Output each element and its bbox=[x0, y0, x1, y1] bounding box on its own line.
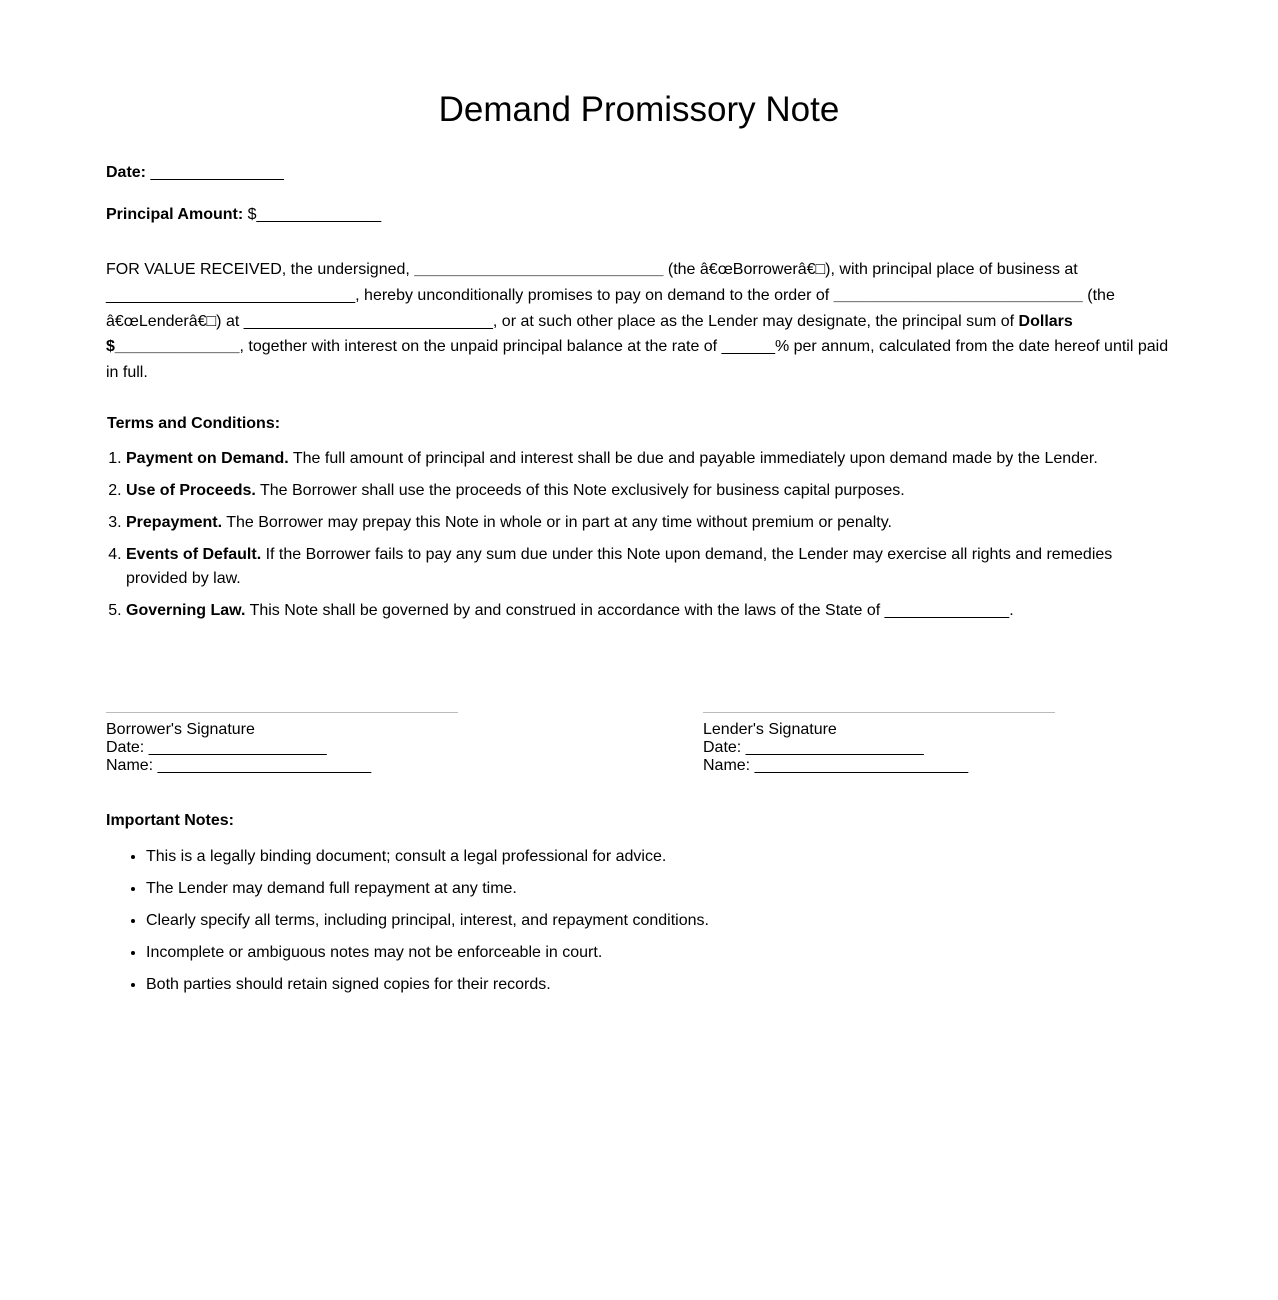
borrower-signature-label: Borrower's Signature bbox=[106, 721, 255, 738]
intro-text-1: FOR VALUE RECEIVED, the undersigned, bbox=[106, 261, 415, 278]
borrower-name-blank: ____________________________ bbox=[414, 261, 664, 278]
note-item: • The Lender may demand full repayment at any time. bbox=[146, 877, 946, 901]
term-text: This Note shall be governed by and construed in accordance with the laws of the State of ______________. bbox=[245, 602, 1014, 619]
intro-text-6: , together with interest on the unpaid principal balance at the rate of ______% per annum, calculated from the date hereof until paid in full. bbox=[106, 338, 1169, 382]
notes-list bbox=[106, 845, 946, 1005]
term-title: Payment on Demand. bbox=[126, 450, 289, 467]
term-text: The Borrower shall use the proceeds of this Note exclusively for business capital purposes. bbox=[255, 482, 905, 499]
lender-signature-label: Lender's Signature bbox=[703, 721, 837, 738]
borrower-signature-block bbox=[106, 712, 458, 775]
terms-heading: Terms and Conditions: bbox=[107, 415, 281, 432]
term-title: Prepayment. bbox=[126, 514, 223, 531]
date-blank: _______________ bbox=[150, 164, 284, 181]
term-title: Governing Law. bbox=[126, 602, 246, 619]
term-item bbox=[126, 511, 1156, 535]
lender-signature-date: Date: ____________________ bbox=[703, 739, 924, 756]
dollars-word: Dollars bbox=[1018, 312, 1073, 330]
lender-signature-block bbox=[703, 712, 1055, 775]
note-item: • This is a legally binding document; consult a legal professional for advice. bbox=[146, 845, 946, 869]
borrower-address-blank: ____________________________ bbox=[106, 286, 356, 304]
intro-paragraph bbox=[106, 257, 1176, 386]
lender-signature-name: Name: ________________________ bbox=[703, 757, 969, 774]
dollars-amount-blank: $______________ bbox=[106, 338, 240, 356]
terms-list bbox=[106, 447, 1156, 631]
term-item bbox=[126, 543, 1156, 591]
lender-address-blank: ____________________________ bbox=[243, 312, 493, 330]
lender-signature-line[interactable] bbox=[703, 712, 1055, 721]
borrower-signature-date: Date: ____________________ bbox=[106, 739, 327, 756]
term-text: The full amount of principal and interest shall be due and payable immediately upon demand made by the Lender. bbox=[288, 450, 1098, 467]
intro-text-5: , or at such other place as the Lender may designate, the principal sum of bbox=[492, 312, 1019, 330]
term-title: Use of Proceeds. bbox=[126, 482, 256, 499]
term-text: If the Borrower fails to pay any sum due under this Note upon demand, the Lender may exercise all rights and remedies provided by law. bbox=[126, 546, 1113, 587]
borrower-signature-line[interactable] bbox=[106, 712, 458, 721]
borrower-signature-name: Name: ________________________ bbox=[106, 757, 372, 774]
term-title: Events of Default. bbox=[126, 546, 262, 563]
page-title: Demand Promissory Note bbox=[438, 90, 840, 129]
date-label: Date: bbox=[106, 164, 147, 181]
term-text: The Borrower may prepay this Note in whole or in part at any time without premium or penalty. bbox=[222, 514, 892, 531]
term-item bbox=[126, 479, 1156, 503]
note-item: • Clearly specify all terms, including principal, interest, and repayment conditions. bbox=[146, 909, 946, 933]
intro-text-4: (the â€œLenderâ€□) at bbox=[106, 286, 1115, 330]
term-item bbox=[126, 599, 1156, 623]
notes-heading: Important Notes: bbox=[106, 812, 234, 829]
term-item bbox=[126, 447, 1156, 471]
intro-text-2: (the â€œBorrowerâ€□), with principal place of business at bbox=[663, 261, 1078, 278]
principal-amount-value: $______________ bbox=[247, 206, 382, 223]
principal-amount-field bbox=[106, 205, 381, 225]
date-field bbox=[106, 163, 284, 183]
intro-text-3: , hereby unconditionally promises to pay on demand to the order of bbox=[355, 286, 834, 304]
lender-name-blank: ____________________________ bbox=[833, 286, 1083, 304]
note-item: • Incomplete or ambiguous notes may not be enforceable in court. bbox=[146, 941, 946, 965]
principal-amount-label: Principal Amount: bbox=[106, 206, 244, 223]
note-item: • Both parties should retain signed copies for their records. bbox=[146, 973, 946, 997]
